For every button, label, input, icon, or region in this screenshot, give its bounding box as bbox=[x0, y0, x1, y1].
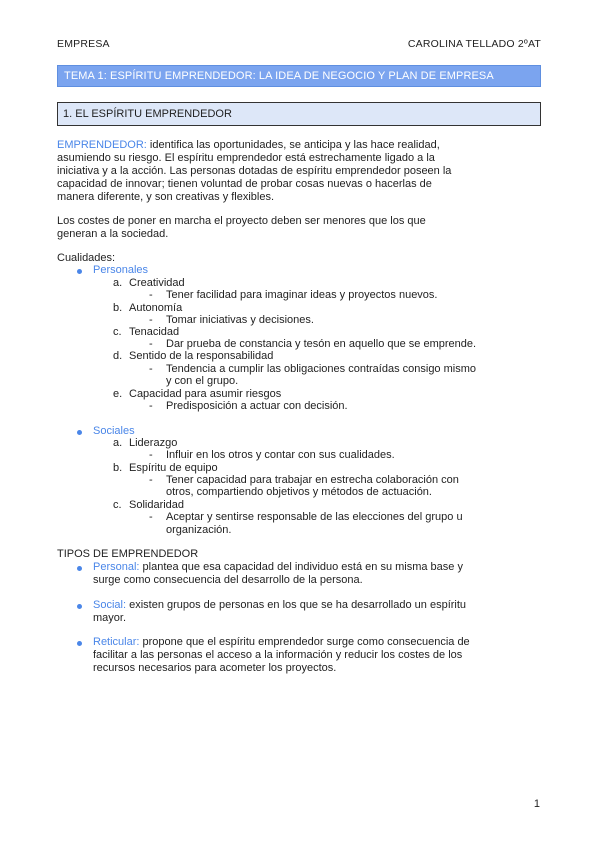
bullet-icon bbox=[77, 430, 82, 435]
quality-detail: Tomar iniciativas y decisiones. bbox=[166, 314, 314, 326]
social-label: Sociales bbox=[93, 425, 135, 437]
dash-marker: - bbox=[149, 511, 153, 523]
definition-line: iniciativa y a la acción. Las personas dotadas de espíritu emprendedor poseen la bbox=[57, 165, 452, 177]
dash-marker: - bbox=[149, 474, 153, 486]
topic-banner bbox=[57, 65, 541, 87]
personal-label: Personales bbox=[93, 264, 149, 276]
qualities-heading: Cualidades: bbox=[57, 252, 116, 264]
quality-detail: Aceptar y sentirse responsable de las elecciones del grupo u bbox=[166, 511, 463, 523]
dash-marker: - bbox=[149, 363, 153, 375]
quality-detail: Tener facilidad para imaginar ideas y proyectos nuevos. bbox=[166, 289, 438, 301]
definition-line: EMPRENDEDOR: identifica las oportunidades, se anticipa y las hace realidad, bbox=[57, 139, 440, 151]
bullet-icon bbox=[77, 604, 82, 609]
quality-detail: organización. bbox=[166, 524, 232, 536]
definition-line: capacidad de innovar; tienen voluntad de probar cosas nuevas o hacerlas de bbox=[57, 178, 432, 190]
type-line: Social: existen grupos de personas en los que se ha desarrollado un espíritu bbox=[93, 599, 467, 611]
quality-detail: Dar prueba de constancia y tesón en aquello que se emprende. bbox=[166, 338, 477, 350]
quality-name: Creatividad bbox=[129, 277, 185, 289]
quality-name: Solidaridad bbox=[129, 499, 185, 511]
type-term: Social: bbox=[93, 599, 127, 611]
section-banner bbox=[57, 102, 541, 126]
quality-detail: Tener capacidad para trabajar en estrecha colaboración con bbox=[166, 474, 459, 486]
quality-name: Espíritu de equipo bbox=[129, 462, 218, 474]
type-line: Reticular: propone que el espíritu emprendedor surge como consecuencia de bbox=[93, 636, 470, 648]
type-line: Personal: plantea que esa capacidad del individuo está en su misma base y bbox=[93, 561, 463, 573]
type-term: Personal: bbox=[93, 561, 140, 573]
list-marker: c. bbox=[113, 326, 122, 338]
list-marker: b. bbox=[113, 302, 123, 314]
dash-marker: - bbox=[149, 449, 153, 461]
topic-title: TEMA 1: ESPÍRITU EMPRENDEDOR: LA IDEA DE NEGOCIO Y PLAN DE EMPRESA bbox=[64, 70, 494, 82]
quality-name: Autonomía bbox=[129, 302, 183, 314]
quality-detail: y con el grupo. bbox=[166, 375, 239, 387]
quality-name: Liderazgo bbox=[129, 437, 178, 449]
quality-detail: otros, compartiendo objetivos y métodos de actuación. bbox=[166, 486, 432, 498]
list-marker: b. bbox=[113, 462, 123, 474]
section-title: 1. EL ESPÍRITU EMPRENDEDOR bbox=[63, 108, 232, 120]
types-heading: TIPOS DE EMPRENDEDOR bbox=[57, 548, 199, 560]
list-marker: a. bbox=[113, 277, 123, 289]
dash-marker: - bbox=[149, 338, 153, 350]
costs-line: Los costes de poner en marcha el proyecto deben ser menores que los que bbox=[57, 215, 426, 227]
dash-marker: - bbox=[149, 314, 153, 326]
type-line: facilitar a las personas el acceso a la información y reducir los costes de los bbox=[93, 649, 463, 661]
type-line: surge como consecuencia del desarrollo de la persona. bbox=[93, 574, 363, 586]
header-subject: EMPRESA bbox=[57, 38, 110, 50]
definition-line: asumiendo su riesgo. El espíritu emprendedor está estrechamente ligado a la bbox=[57, 152, 435, 164]
dash-marker: - bbox=[149, 400, 153, 412]
type-line: mayor. bbox=[93, 612, 127, 624]
definition-line: manera diferente, y son creativas y flexibles. bbox=[57, 191, 275, 203]
list-marker: c. bbox=[113, 499, 122, 511]
list-marker: a. bbox=[113, 437, 123, 449]
quality-detail: Predisposición a actuar con decisión. bbox=[166, 400, 348, 412]
quality-detail: Tendencia a cumplir las obligaciones contraídas consigo mismo bbox=[166, 363, 476, 375]
bullet-icon bbox=[77, 566, 82, 571]
bullet-icon bbox=[77, 641, 82, 646]
bullet-icon bbox=[77, 269, 82, 274]
costs-line: generan a la sociedad. bbox=[57, 228, 169, 240]
quality-name: Capacidad para asumir riesgos bbox=[129, 388, 282, 400]
type-line: recursos necesarios para acometer los proyectos. bbox=[93, 662, 337, 674]
quality-name: Tenacidad bbox=[129, 326, 180, 338]
list-marker: e. bbox=[113, 388, 123, 400]
definition-term: EMPRENDEDOR: bbox=[57, 139, 147, 151]
page-number: 1 bbox=[533, 798, 540, 810]
quality-name: Sentido de la responsabilidad bbox=[129, 350, 274, 362]
quality-detail: Influir en los otros y contar con sus cualidades. bbox=[166, 449, 395, 461]
type-term: Reticular: bbox=[93, 636, 140, 648]
dash-marker: - bbox=[149, 289, 153, 301]
list-marker: d. bbox=[113, 350, 123, 362]
header-author: CAROLINA TELLADO 2ºAT bbox=[407, 38, 541, 50]
